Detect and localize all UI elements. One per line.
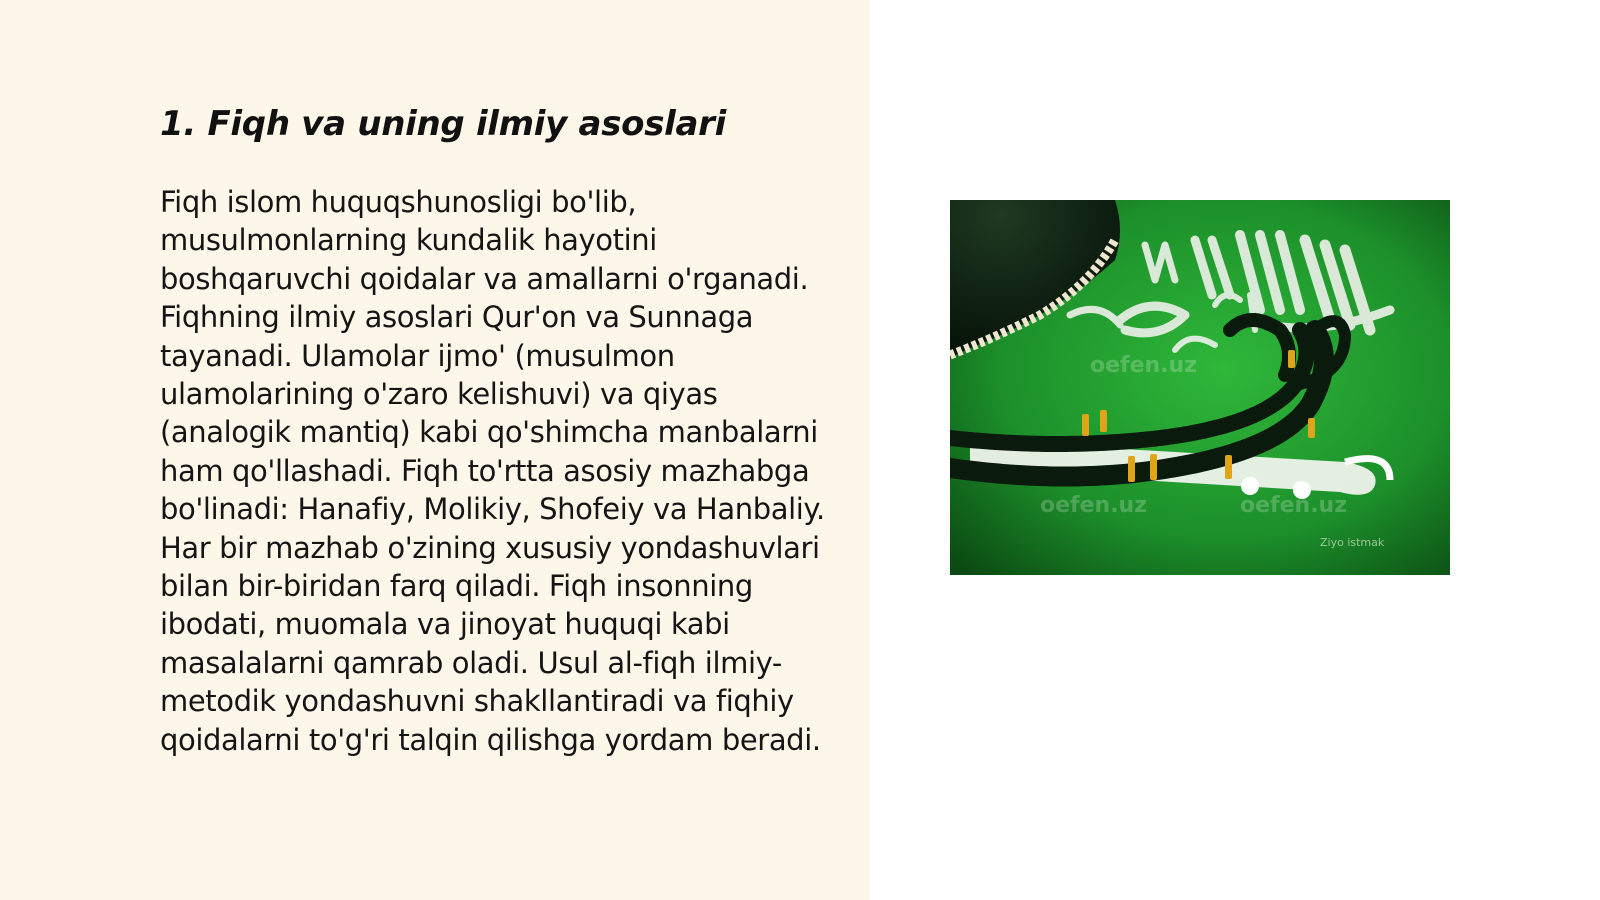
watermark-text-2: oefen.uz: [1240, 493, 1348, 518]
slide-title: 1. Fiqh va uning ilmiy asoslari: [160, 104, 726, 144]
slide-body-text: Fiqh islom huquqshunosligi bo'lib, musulmonlarning kundalik hayotini boshqaruvchi qoidalar va amallarni o'rganadi. Fiqhning ilmiy asoslari Qur'on va Sunnaga tayanadi. Ulamolar ijmo' (musulmon ulamolarining o'zaro kelishuvi) va qiyas (analogik mantiq) kabi qo'shimcha manbalarni ham qo'llashadi. Fiqh to'rtta asosiy mazhabga bo'linadi: Hanafiy, Molikiy, Shofeiy va Hanbaliy. Har bir mazhab o'zining xususiy yondashuvlari bilan bir-biridan farq qiladi. Fiqh insonning ibodati, muomala va jinoyat huquqi kabi masalalarni qamrab oladi. Usul al-fiqh ilmiy-metodik yondashuvni shakllantiradi va fiqhiy qoidalarni to'g'ri talqin qilishga yordam beradi.: [160, 185, 825, 757]
watermark-text-1: oefen.uz: [1040, 493, 1148, 518]
image-caption: Ziyo istmak: [1320, 536, 1385, 549]
flag-prayer-beads-photo: [950, 200, 1450, 575]
watermark-text-3: oefen.uz: [1090, 353, 1198, 378]
